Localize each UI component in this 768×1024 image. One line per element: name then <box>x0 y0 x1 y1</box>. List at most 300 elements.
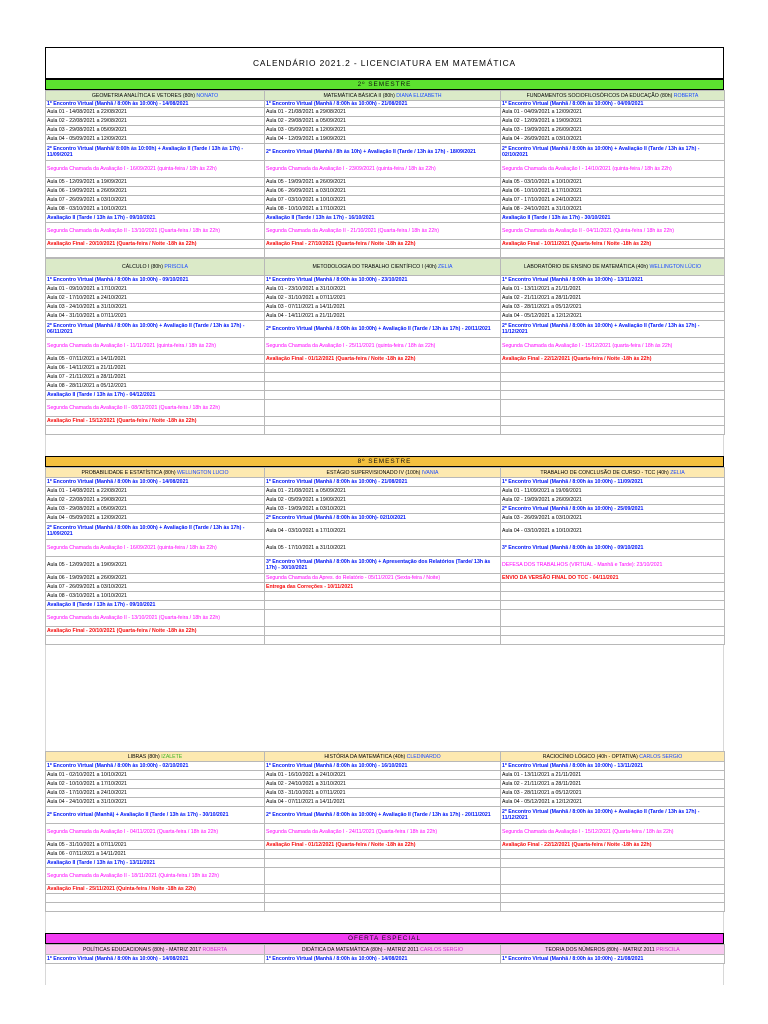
schedule-cell: Aula 04 - 26/09/2021 a 03/10/2021 <box>501 135 725 144</box>
schedule-cell: Aula 05 - 17/10/2021 a 31/10/2021 <box>265 540 501 557</box>
instructor-name: PRISCILA <box>656 946 680 953</box>
schedule-cell: 2º Encontro virtual (Manhã) + Avaliação II (Tarde / 13h às 17h) - 30/10/2021 <box>46 807 265 824</box>
schedule-cell: Avaliação Final - 20/10/2021 (Quarta-feira / Noite -18h às 22h) <box>46 627 265 636</box>
section-gap <box>45 964 724 985</box>
schedule-cell: Segunda Chamada da Avaliação II - 13/10/2021 (Quarta-feira / 18h às 22h) <box>46 610 265 627</box>
schedule-cell <box>265 894 501 903</box>
schedule-cell: Aula 07 - 21/11/2021 a 28/11/2021 <box>46 373 265 382</box>
schedule-cell: Aula 04 - 24/10/2021 a 31/10/2021 <box>46 798 265 807</box>
schedule-cell <box>265 592 501 601</box>
schedule-cell: Avaliação Final - 01/12/2021 (Quarta-feira / Noite -18h às 22h) <box>265 355 501 364</box>
schedule-row <box>46 583 725 592</box>
schedule-cell <box>501 850 725 859</box>
schedule-cell: Aula 01 - 21/08/2021 a 29/08/2021 <box>265 108 501 117</box>
schedule-cell <box>46 636 265 645</box>
schedule-cell: Avaliação II (Tarde / 13h às 17h) - 09/10/2021 <box>46 214 265 223</box>
schedule-row <box>46 894 725 903</box>
schedule-cell: DEFESA DOS TRABALHOS (VIRTUAL - Manhã e Tarde): 23/10/2021 <box>501 557 725 574</box>
schedule-cell: 2º Encontro Virtual (Manhã / 8h às 10h) + Avaliação II (Tarde / 13h às 17h) - 18/09/2021 <box>265 144 501 161</box>
schedule-cell <box>46 894 265 903</box>
schedule-cell: Aula 02 - 10/10/2021 a 17/10/2021 <box>46 780 265 789</box>
schedule-cell <box>501 868 725 885</box>
course-title: TEORIA DOS NÚMEROS (80h) - MATRIZ 2011 <box>545 946 657 953</box>
schedule-row <box>46 321 725 338</box>
schedule-cell: Aula 02 - 22/08/2021 a 29/08/2021 <box>46 496 265 505</box>
schedule-cell: 2º Encontro Virtual (Manhã / 8:00h às 10:00h) + Avaliação II (Tarde / 13h às 17h) - 11/12/2021 <box>501 321 725 338</box>
schedule-cell <box>46 426 265 435</box>
instructor-name: CARLOS SERGIO <box>639 753 683 760</box>
schedule-cell <box>265 417 501 426</box>
schedule-cell <box>501 885 725 894</box>
schedule-cell: Avaliação II (Tarde / 13h às 17h) - 09/10/2021 <box>46 601 265 610</box>
schedule-cell <box>265 391 501 400</box>
schedule-cell: Aula 02 - 24/10/2021 a 31/10/2021 <box>265 780 501 789</box>
schedule-row <box>46 391 725 400</box>
schedule-cell: Aula 02 - 12/09/2021 a 19/09/2021 <box>501 117 725 126</box>
schedule-cell: Aula 03 - 24/10/2021 a 31/10/2021 <box>46 303 265 312</box>
schedule-cell <box>265 373 501 382</box>
course-header <box>265 259 501 276</box>
schedule-row <box>46 868 725 885</box>
course-title: PROBABILIDADE E ESTATÍSTICA (80h) <box>81 469 177 476</box>
semester-band-row <box>46 934 724 944</box>
course-header-row <box>46 91 725 101</box>
schedule-cell: Aula 02 - 21/11/2021 a 28/11/2021 <box>501 294 725 303</box>
schedule-cell <box>501 373 725 382</box>
schedule-row <box>46 126 725 135</box>
schedule-cell <box>501 592 725 601</box>
course-table <box>45 467 725 645</box>
schedule-row <box>46 574 725 583</box>
instructor-name: ZELIA <box>670 469 685 476</box>
course-header <box>501 468 725 478</box>
schedule-cell: Aula 01 - 11/09/2021 a 19/09/2021 <box>501 487 725 496</box>
instructor-name: CLEDINARDO <box>406 753 441 760</box>
schedule-cell: Aula 04 - 05/12/2021 a 12/12/2021 <box>501 312 725 321</box>
schedule-cell <box>46 903 265 912</box>
instructor-name: ROBERTA <box>202 946 228 953</box>
schedule-cell: Segunda Chamada da Avaliação I - 15/12/2021 (Quarta-feira / 18h às 22h) <box>501 824 725 841</box>
schedule-cell: Aula 05 - 12/09/2021 a 19/09/2021 <box>46 178 265 187</box>
schedule-cell: Avaliação Final - 20/10/2021 (Quarta-feira / Noite -18h às 22h) <box>46 240 265 249</box>
schedule-row <box>46 135 725 144</box>
schedule-cell: Aula 07 - 03/10/2021 a 10/10/2021 <box>265 196 501 205</box>
schedule-cell: 1º Encontro Virtual (Manhã / 8:00h às 10:00h) - 14/08/2021 <box>46 101 265 108</box>
course-header <box>265 945 501 955</box>
page-title: CALENDÁRIO 2021.2 - LICENCIATURA EM MATEMÁTICA <box>46 48 724 79</box>
schedule-cell: Avaliação Final - 27/10/2021 (Quarta-feira / Noite -18h às 22h) <box>265 240 501 249</box>
schedule-row <box>46 850 725 859</box>
schedule-cell: Aula 06 - 26/09/2021 a 03/10/2021 <box>265 187 501 196</box>
schedule-row <box>46 601 725 610</box>
schedule-row <box>46 117 725 126</box>
schedule-row <box>46 144 725 161</box>
schedule-row <box>46 841 725 850</box>
schedule-cell: Aula 02 - 17/10/2021 a 24/10/2021 <box>46 294 265 303</box>
instructor-name: WELLINGTON LUCIO <box>177 469 229 476</box>
semester-band-table <box>45 79 724 90</box>
semester-band: 8º SEMESTRE <box>46 457 724 467</box>
instructor-name: NONATO <box>196 92 219 99</box>
schedule-row <box>46 364 725 373</box>
schedule-cell: Segunda Chamada da Avaliação I - 14/10/2021 (quinta-feira / 18h às 22h) <box>501 161 725 178</box>
schedule-cell <box>501 627 725 636</box>
schedule-cell <box>501 426 725 435</box>
schedule-row <box>46 400 725 417</box>
course-header <box>46 91 265 101</box>
schedule-cell <box>265 610 501 627</box>
schedule-cell: 2º Encontro Virtual (Manhã / 8:00h às 10:00h) + Avaliação II (Tarde / 13h às 17h) - 02/10/2021 <box>501 144 725 161</box>
schedule-row <box>46 478 725 487</box>
semester-band-row <box>46 80 724 90</box>
schedule-row <box>46 276 725 285</box>
schedule-cell <box>501 391 725 400</box>
schedule-cell <box>265 400 501 417</box>
schedule-cell: 2º Encontro Virtual (Manhã / 8:00h às 10:00h)- 02/10/2021 <box>265 514 501 523</box>
schedule-row <box>46 771 725 780</box>
schedule-row <box>46 780 725 789</box>
schedule-cell <box>501 610 725 627</box>
schedule-cell: Aula 06 - 07/11/2021 a 14/11/2021 <box>46 850 265 859</box>
course-header <box>265 468 501 478</box>
course-header <box>265 752 501 762</box>
section-gap <box>45 435 724 456</box>
course-header-row <box>46 945 725 955</box>
schedule-cell: 1º Encontro Virtual (Manhã / 8:00h às 10:00h) - 14/08/2021 <box>46 955 265 964</box>
schedule-cell: Avaliação Final - 01/12/2021 (Quarta-feira / Noite -18h às 22h) <box>265 841 501 850</box>
schedule-cell: Avaliação Final - 25/11/2021 (Quinta-feira / Noite -18h às 22h) <box>46 885 265 894</box>
schedule-cell <box>265 903 501 912</box>
course-title: GEOMETRIA ANALÍTICA E VETORES (80h) <box>91 92 197 99</box>
schedule-row <box>46 592 725 601</box>
schedule-cell: Aula 02 - 21/11/2021 a 28/11/2021 <box>501 780 725 789</box>
schedule-cell: Aula 06 - 14/11/2021 a 21/11/2021 <box>46 364 265 373</box>
schedule-cell: 2º Encontro Virtual (Manhã / 8:00h às 10:00h) + Avaliação II (Tarde / 13h às 17h) - 20/11/2021 <box>265 807 501 824</box>
schedule-row <box>46 789 725 798</box>
course-title: POLÍTICAS EDUCACIONAIS (80h) - MATRIZ 2017 <box>82 946 203 953</box>
course-header-row <box>46 259 725 276</box>
schedule-cell: Segunda Chamada da Avaliação I - 24/11/2021 (Quarta-feira / 18h às 22h) <box>265 824 501 841</box>
schedule-cell: Aula 02 - 22/08/2021 a 29/08/2021 <box>46 117 265 126</box>
schedule-cell <box>501 364 725 373</box>
schedule-cell: 1º Encontro Virtual (Manhã / 8:00h às 10:00h) - 02/10/2021 <box>46 762 265 771</box>
schedule-row <box>46 240 725 249</box>
schedule-cell: 1º Encontro Virtual (Manhã / 8:00h às 10:00h) - 16/10/2021 <box>265 762 501 771</box>
schedule-row <box>46 303 725 312</box>
schedule-cell <box>501 400 725 417</box>
schedule-row <box>46 312 725 321</box>
schedule-cell: Segunda Chamada da Avaliação II - 13/10/2021 (Quarta-feira / 18h às 22h) <box>46 223 265 240</box>
schedule-row <box>46 540 725 557</box>
schedule-cell: 2º Encontro Virtual (Manhã / 8:00h às 10:00h) + Avaliação II (Tarde / 13h às 17h) - 20/11/2021 <box>265 321 501 338</box>
schedule-cell: 1º Encontro Virtual (Manhã / 8:00h às 10:00h) - 13/11/2021 <box>501 762 725 771</box>
schedule-cell: Aula 08 - 10/10/2021 a 17/10/2021 <box>265 205 501 214</box>
course-title: LIBRAS (80h) <box>127 753 162 760</box>
schedule-cell <box>501 894 725 903</box>
schedule-row <box>46 824 725 841</box>
schedule-cell: 1º Encontro Virtual (Manhã / 8:00h às 10:00h) - 14/08/2021 <box>265 955 501 964</box>
schedule-cell: Aula 05 - 12/09/2021 a 19/09/2021 <box>46 557 265 574</box>
schedule-row <box>46 505 725 514</box>
schedule-cell: 1º Encontro Virtual (Manhã / 8:00h às 10:00h) - 21/08/2021 <box>265 478 501 487</box>
schedule-row <box>46 294 725 303</box>
instructor-name: IVANIA <box>421 469 439 476</box>
course-header-row <box>46 752 725 762</box>
course-header <box>501 259 725 276</box>
schedule-cell: Aula 01 - 21/08/2021 a 05/09/2021 <box>265 487 501 496</box>
schedule-cell: Aula 01 - 09/10/2021 a 17/10/2021 <box>46 285 265 294</box>
schedule-row <box>46 627 725 636</box>
schedule-row <box>46 249 725 258</box>
schedule-cell: Aula 05 - 03/10/2021 a 10/10/2021 <box>501 178 725 187</box>
schedule-cell: Aula 04 - 14/11/2021 a 21/11/2021 <box>265 312 501 321</box>
schedule-cell <box>265 885 501 894</box>
schedule-cell: Aula 03 - 05/09/2021 a 12/09/2021 <box>265 126 501 135</box>
schedule-row <box>46 610 725 627</box>
schedule-row <box>46 355 725 364</box>
schedule-cell: 3º Encontro Virtual (Manhã / 8:00h às 10:00h) + Apresentação dos Relatórios (Tarde/ 13h às 17h) - 30/10/2021 <box>265 557 501 574</box>
schedule-cell: Aula 04 - 12/09/2021 a 19/09/2021 <box>265 135 501 144</box>
semester-band-table <box>45 933 724 944</box>
course-title: CÁLCULO I (80h) <box>121 264 165 270</box>
semester-band: 2º SEMESTRE <box>46 80 724 90</box>
instructor-name: PRISCILA <box>164 264 189 270</box>
schedule-row <box>46 373 725 382</box>
schedule-cell: Aula 04 - 07/11/2021 a 14/11/2021 <box>265 798 501 807</box>
calendar-sheet <box>45 47 724 985</box>
schedule-cell: Aula 03 - 31/10/2021 a 07/11/2021 <box>265 789 501 798</box>
instructor-name: ZELIA <box>438 264 453 270</box>
schedule-row <box>46 187 725 196</box>
schedule-cell <box>501 859 725 868</box>
instructor-name: CARLOS SERGIO <box>420 946 464 953</box>
schedule-cell <box>46 249 265 258</box>
schedule-cell <box>265 601 501 610</box>
course-title: ESTÁGIO SUPERVISIONADO IV (100h) <box>326 469 422 476</box>
schedule-row <box>46 178 725 187</box>
semester-band-row <box>46 457 724 467</box>
course-table <box>45 751 725 912</box>
schedule-row <box>46 196 725 205</box>
course-title: RACIOCÍNIO LÓGICO (40h - OPTATIVA) <box>542 753 640 760</box>
course-title: LABORATÓRIO DE ENSINO DE MATEMÁTICA (40h) <box>524 264 650 270</box>
schedule-cell: Aula 04 - 05/12/2021 a 12/12/2021 <box>501 798 725 807</box>
schedule-cell: Aula 01 - 14/08/2021 a 22/08/2021 <box>46 108 265 117</box>
schedule-cell: Avaliação II (Tarde / 13h às 17h) - 13/11/2021 <box>46 859 265 868</box>
course-table <box>45 944 725 964</box>
schedule-cell: Entrega das Correções - 10/11/2021 <box>265 583 501 592</box>
schedule-cell: Aula 02 - 29/08/2021 a 05/09/2021 <box>265 117 501 126</box>
instructor-name: DIANA ELIZABETH <box>396 92 442 99</box>
schedule-cell <box>265 868 501 885</box>
schedule-cell: Aula 04 - 05/09/2021 a 12/09/2021 <box>46 514 265 523</box>
schedule-row <box>46 108 725 117</box>
schedule-cell: Avaliação Final - 15/12/2021 (Quarta-feira / Noite -18h às 22h) <box>46 417 265 426</box>
schedule-cell: Aula 03 - 29/08/2021 a 05/09/2021 <box>46 505 265 514</box>
schedule-cell <box>501 583 725 592</box>
schedule-cell: Aula 05 - 19/09/2021 a 26/09/2021 <box>265 178 501 187</box>
schedule-cell: Aula 04 - 05/09/2021 a 12/09/2021 <box>46 135 265 144</box>
schedule-cell: Aula 01 - 23/10/2021 a 31/10/2021 <box>265 285 501 294</box>
schedule-cell: Aula 03 - 19/09/2021 a 26/09/2021 <box>501 126 725 135</box>
schedule-row <box>46 514 725 523</box>
section-gap <box>45 645 724 751</box>
schedule-cell: 1º Encontro Virtual (Manhã / 8:00h às 10:00h) - 13/11/2021 <box>501 276 725 285</box>
schedule-cell <box>501 601 725 610</box>
schedule-cell: Aula 03 - 29/08/2021 a 05/09/2021 <box>46 126 265 135</box>
schedule-cell: Aula 01 - 13/11/2021 a 21/11/2021 <box>501 285 725 294</box>
schedule-cell: 1º Encontro Virtual (Manhã / 8:00h às 10:00h) - 09/10/2021 <box>46 276 265 285</box>
schedule-cell: Aula 03 - 19/09/2021 a 03/10/2021 <box>265 505 501 514</box>
schedule-cell: Avaliação II (Tarde / 13h às 17h) - 16/10/2021 <box>265 214 501 223</box>
schedule-cell <box>265 627 501 636</box>
schedule-row <box>46 285 725 294</box>
schedule-cell: Avaliação Final - 22/12/2021 (Quarta-feira / Noite -18h às 22h) <box>501 841 725 850</box>
schedule-row <box>46 214 725 223</box>
schedule-cell <box>265 859 501 868</box>
schedule-cell: Avaliação Final - 22/12/2021 (Quarta-feira / Noite -18h às 22h) <box>501 355 725 364</box>
schedule-cell <box>501 249 725 258</box>
schedule-cell: Segunda Chamada da Avaliação II - 21/10/2021 (Quarta-feira / 18h às 22h) <box>265 223 501 240</box>
schedule-row <box>46 496 725 505</box>
schedule-row <box>46 101 725 108</box>
course-table <box>45 90 725 258</box>
schedule-cell <box>501 382 725 391</box>
schedule-cell: Avaliação II (Tarde / 13h às 17h) - 04/12/2021 <box>46 391 265 400</box>
schedule-cell: Segunda Chamada da Avaliação I - 04/11/2021 (Quarta-feira / 18h às 22h) <box>46 824 265 841</box>
schedule-row <box>46 955 725 964</box>
schedule-cell <box>265 364 501 373</box>
instructor-name: ROBERTA <box>673 92 699 99</box>
schedule-cell: Aula 07 - 26/09/2021 a 03/10/2021 <box>46 196 265 205</box>
schedule-row <box>46 807 725 824</box>
schedule-cell: Aula 08 - 24/10/2021 a 31/10/2021 <box>501 205 725 214</box>
schedule-cell <box>265 850 501 859</box>
schedule-row <box>46 161 725 178</box>
schedule-cell: 2º Encontro Virtual (Manhã / 8:00h às 10:00h) + Avaliação II (Tarde / 13h às 17h) - 11/12/2021 <box>501 807 725 824</box>
schedule-cell: 2º Encontro Virtual (Manhã / 8:00h às 10:00h) + Avaliação II (Tarde / 13h às 17h) - 11/09/2021 <box>46 523 265 540</box>
schedule-cell: Aula 07 - 17/10/2021 a 24/10/2021 <box>501 196 725 205</box>
schedule-cell <box>265 249 501 258</box>
schedule-cell: Segunda Chamada da Avaliação I - 15/12/2021 (quarta-feira / 18h às 22h) <box>501 338 725 355</box>
schedule-cell: 1º Encontro Virtual (Manhã / 8:00h às 10:00h) - 21/08/2021 <box>265 101 501 108</box>
schedule-cell: Segunda Chamada da Apres. do Relatório - 05/11/2021 (Sexta-feira / Noite) <box>265 574 501 583</box>
schedule-cell: Segunda Chamada da Avaliação I - 11/11/2021 (quinta-feira / 18h às 22h) <box>46 338 265 355</box>
course-header <box>46 468 265 478</box>
schedule-cell: Aula 03 - 28/11/2021 a 05/12/2021 <box>501 789 725 798</box>
course-header <box>46 259 265 276</box>
schedule-cell <box>501 636 725 645</box>
schedule-cell: Segunda Chamada da Avaliação I - 16/09/2021 (quinta-feira / 18h às 22h) <box>46 540 265 557</box>
schedule-cell: Aula 02 - 31/10/2021 a 07/11/2021 <box>265 294 501 303</box>
schedule-cell: Aula 06 - 19/09/2021 a 26/09/2021 <box>46 187 265 196</box>
schedule-row <box>46 859 725 868</box>
schedule-cell <box>265 636 501 645</box>
course-header <box>501 752 725 762</box>
schedule-cell: Aula 01 - 14/08/2021 a 22/08/2021 <box>46 487 265 496</box>
schedule-cell: Segunda Chamada da Avaliação II - 08/12/2021 (Quarta-feira / 18h às 22h) <box>46 400 265 417</box>
schedule-row <box>46 487 725 496</box>
schedule-cell: Segunda Chamada da Avaliação I - 23/09/2021 (quinta-feira / 18h às 22h) <box>265 161 501 178</box>
semester-band: OFERTA ESPECIAL <box>46 934 724 944</box>
schedule-cell: Aula 03 - 28/11/2021 a 05/12/2021 <box>501 303 725 312</box>
schedule-cell: Aula 05 - 07/11/2021 a 14/11/2021 <box>46 355 265 364</box>
schedule-cell: 1º Encontro Virtual (Manhã / 8:00h às 10:00h) - 04/09/2021 <box>501 101 725 108</box>
schedule-row <box>46 903 725 912</box>
schedule-row <box>46 382 725 391</box>
schedule-cell: Segunda Chamada da Avaliação II - 18/11/2021 (Quinta-feira / 18h às 22h) <box>46 868 265 885</box>
schedule-row <box>46 557 725 574</box>
schedule-cell: 2º Encontro Virtual (Manhã / 8:00h às 10:00h) - 25/09/2021 <box>501 505 725 514</box>
schedule-cell: Segunda Chamada da Avaliação I - 25/11/2021 (quinta-feira / 18h às 22h) <box>265 338 501 355</box>
schedule-row <box>46 885 725 894</box>
course-header <box>501 91 725 101</box>
schedule-row <box>46 338 725 355</box>
schedule-row <box>46 223 725 240</box>
course-header <box>46 752 265 762</box>
schedule-cell: Aula 02 - 19/09/2021 a 26/09/2021 <box>501 496 725 505</box>
schedule-cell: ENVIO DA VERSÃO FINAL DO TCC - 04/11/2021 <box>501 574 725 583</box>
schedule-row <box>46 798 725 807</box>
schedule-row <box>46 417 725 426</box>
course-title: METODOLOGIA DO TRABALHO CIENTÍFICO I (40h) <box>312 264 439 270</box>
schedule-cell: 1º Encontro Virtual (Manhã / 8:00h às 10:00h) - 14/08/2021 <box>46 478 265 487</box>
schedule-cell: Aula 03 - 07/11/2021 a 14/11/2021 <box>265 303 501 312</box>
schedule-cell: Aula 01 - 02/10/2021 a 10/10/2021 <box>46 771 265 780</box>
schedule-cell <box>501 903 725 912</box>
schedule-cell: Avaliação Final - 10/11/2021 (Quarta-feira / Noite -18h às 22h) <box>501 240 725 249</box>
schedule-cell <box>265 382 501 391</box>
schedule-cell: Aula 04 - 03/10/2021 a 17/10/2021 <box>265 523 501 540</box>
schedule-cell: Aula 08 - 03/10/2021 a 10/10/2021 <box>46 592 265 601</box>
course-header <box>46 945 265 955</box>
instructor-name: WELLINGTON LÚCIO <box>649 264 701 270</box>
schedule-cell: Avaliação II (Tarde / 13h às 17h) - 30/10/2021 <box>501 214 725 223</box>
instructor-name: IZALETE <box>161 753 183 760</box>
course-title: FUNDAMENTOS SOCIOFILOSÓFICOS DA EDUCAÇÃO (80h) <box>526 92 674 99</box>
course-table <box>45 258 725 435</box>
schedule-cell: Aula 07 - 26/09/2021 a 03/10/2021 <box>46 583 265 592</box>
schedule-cell: Aula 06 - 19/09/2021 a 26/09/2021 <box>46 574 265 583</box>
schedule-cell: Aula 03 - 26/09/2021 a 03/10/2021 <box>501 514 725 523</box>
schedule-cell: 3º Encontro Virtual (Manhã / 8:00h às 10:00h) - 09/10/2021 <box>501 540 725 557</box>
title-table <box>45 47 724 79</box>
schedule-cell: Segunda Chamada da Avaliação I - 16/09/2021 (quinta-feira / 18h às 22h) <box>46 161 265 178</box>
schedule-row <box>46 636 725 645</box>
schedule-cell: Aula 03 - 17/10/2021 a 24/10/2021 <box>46 789 265 798</box>
schedule-cell: Aula 05 - 31/10/2021 a 07/11/2021 <box>46 841 265 850</box>
schedule-cell: 2º Encontro Virtual (Manhã/ 8:00h às 10:00h) + Avaliação II (Tarde / 13h às 17h) - 11/09/2021 <box>46 144 265 161</box>
schedule-cell: Aula 04 - 31/10/2021 a 07/11/2021 <box>46 312 265 321</box>
schedule-cell: 1º Encontro Virtual (Manhã / 8:00h às 10:00h) - 21/08/2021 <box>501 955 725 964</box>
course-header <box>265 91 501 101</box>
schedule-cell: Aula 06 - 10/10/2021 a 17/10/2021 <box>501 187 725 196</box>
course-title: MATEMÁTICA BÁSICA II (80h) <box>323 92 397 99</box>
schedule-cell: Aula 08 - 03/10/2021 a 10/10/2021 <box>46 205 265 214</box>
schedule-row <box>46 762 725 771</box>
schedule-row <box>46 205 725 214</box>
semester-band-table <box>45 456 724 467</box>
course-title: DIDÁTICA DA MATEMÁTICA (80h) - MATRIZ 2011 <box>301 946 421 953</box>
schedule-cell: Segunda Chamada da Avaliação II - 04/11/2021 (Quinta-feira / 18h às 22h) <box>501 223 725 240</box>
schedule-row <box>46 426 725 435</box>
schedule-cell: 1º Encontro Virtual (Manhã / 8:00h às 10:00h) - 11/09/2021 <box>501 478 725 487</box>
course-title: HISTÓRIA DA MATEMÁTICA (40h) <box>324 753 407 760</box>
schedule-cell: Aula 02 - 05/09/2021 a 19/09/2021 <box>265 496 501 505</box>
schedule-cell: Aula 01 - 16/10/2021 a 24/10/2021 <box>265 771 501 780</box>
schedule-row <box>46 523 725 540</box>
course-header-row <box>46 468 725 478</box>
